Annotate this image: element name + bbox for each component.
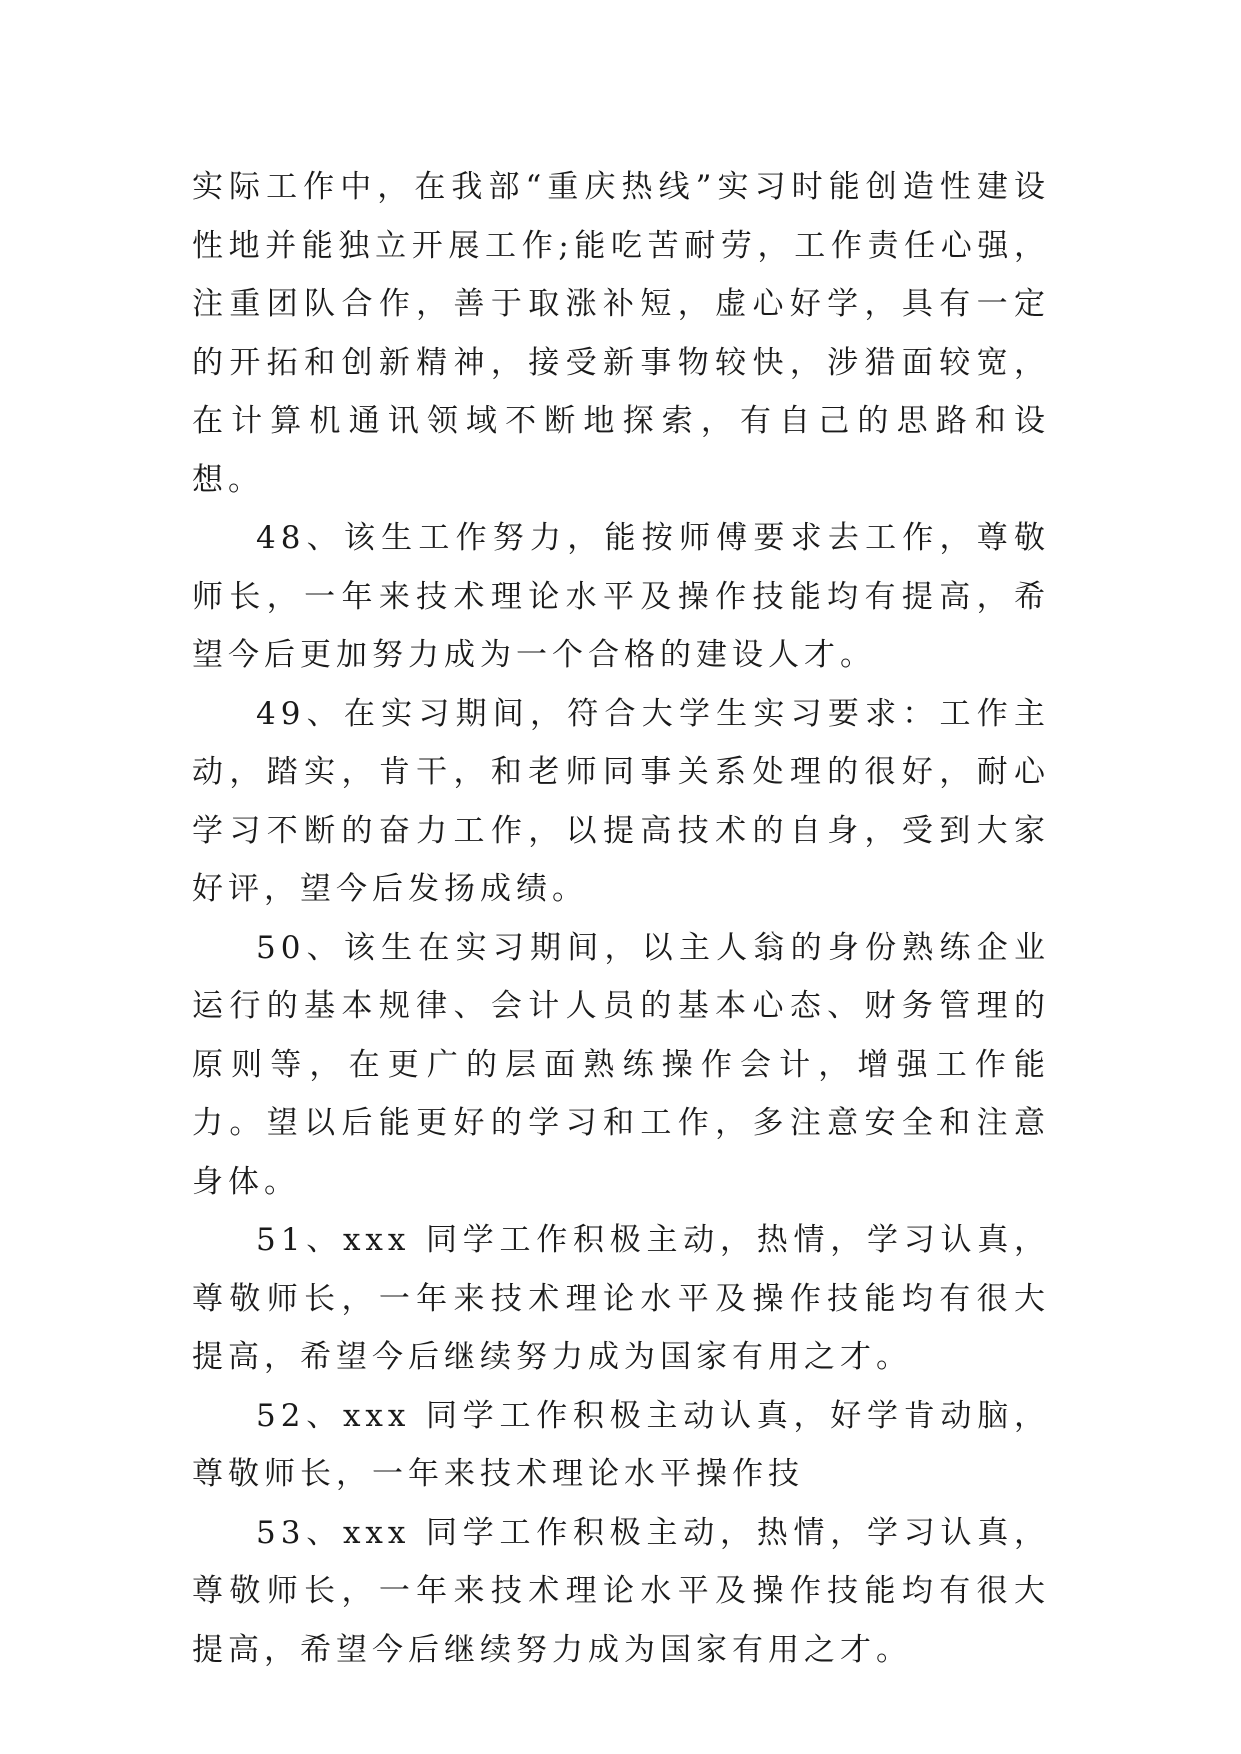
paragraph-51: 51、xxx 同学工作积极主动，热情，学习认真，尊敬师长，一年来技术理论水平及操作技能均有很大提高，希望今后继续努力成为国家有用之才。 [192, 1222, 1050, 1375]
paragraph-52: 52、xxx 同学工作积极主动认真，好学肯动脑，尊敬师长，一年来技术理论水平操作技 [192, 1397, 1050, 1492]
document-page [192, 158, 1050, 1679]
paragraph-50: 50、该生在实习期间，以主人翁的身份熟练企业运行的基本规律、会计人员的基本心态、财务管理的原则等，在更广的层面熟练操作会计，增强工作能力。望以后能更好的学习和工作，多注意安全和注意身体。 [192, 929, 1050, 1200]
paragraph-53: 53、xxx 同学工作积极主动，热情，学习认真，尊敬师长，一年来技术理论水平及操作技能均有很大提高，希望今后继续努力成为国家有用之才。 [192, 1514, 1050, 1668]
paragraph-48: 48、该生工作努力，能按师傅要求去工作，尊敬师长，一年来技术理论水平及操作技能均有提高，希望今后更加努力成为一个合格的建设人才。 [192, 520, 1050, 673]
paragraph-49: 49、在实习期间，符合大学生实习要求：工作主动，踏实，肯干，和老师同事关系处理的很好，耐心学习不断的奋力工作，以提高技术的自身，受到大家好评，望今后发扬成绩。 [192, 695, 1050, 907]
paragraph-47-continuation: 实际工作中，在我部“重庆热线”实习时能创造性建设性地并能独立开展工作;能吃苦耐劳，工作责任心强，注重团队合作，善于取涨补短，虚心好学，具有一定的开拓和创新精神，接受新事物较快，涉猎面较宽，在计算机通讯领域不断地探索，有自己的思路和设想。 [192, 169, 1050, 498]
